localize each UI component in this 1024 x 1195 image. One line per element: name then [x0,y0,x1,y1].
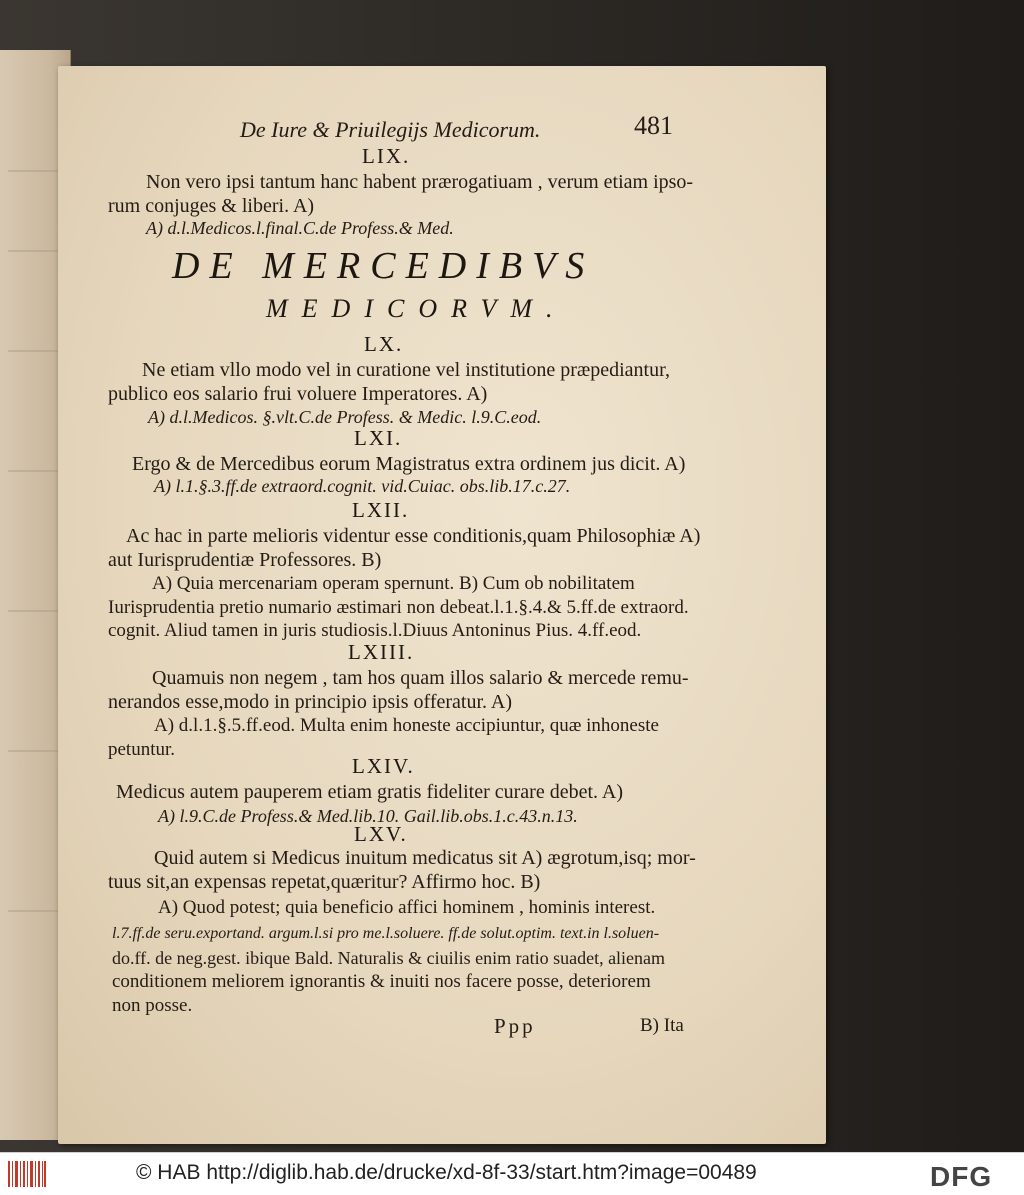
lxv-note-1: A) Quod potest; quia beneficio affici hominem , hominis interest. [158,897,656,918]
catchword: B) Ita [640,1015,684,1036]
page-number: 481 [634,111,673,140]
footer-bar [0,1152,1024,1195]
lxv-note-4: conditionem meliorem ignorantis & inuiti nos facere posse, deteriorem [112,971,651,992]
running-head: De Iure & Priuilegijs Medicorum. [240,117,541,142]
book-page [58,66,826,1144]
lxiii-note-1: A) d.l.1.§.5.ff.eod. Multa enim honeste accipiuntur, quæ inhoneste [154,715,659,736]
lxv-line-1: Quid autem si Medicus inuitum medicatus sit A) ægrotum,isq; mor- [154,847,696,869]
lxi-note: A) l.1.§.3.ff.de extraord.cognit. vid.Cuiac. obs.lib.17.c.27. [154,476,571,496]
lxiv-note: A) l.9.C.de Profess.& Med.lib.10. Gail.lib.obs.1.c.43.n.13. [158,806,578,826]
lxii-line-2: aut Iurisprudentiæ Professores. B) [108,549,382,571]
signature-mark: Ppp [494,1014,536,1038]
lix-note: A) d.l.Medicos.l.final.C.de Profess.& Med. [146,218,454,238]
section-numeral-lxii: LXII. [352,498,410,522]
lxiv-line-1: Medicus autem pauperem etiam gratis fideliter curare debet. A) [116,781,624,803]
section-numeral-lxiv: LXIV. [352,754,415,778]
section-numeral-lxi: LXI. [354,426,403,450]
page-text [58,66,826,1144]
section-numeral-lxv: LXV. [354,822,408,846]
copyright-link[interactable]: © HAB http://diglib.hab.de/drucke/xd-8f-33/start.htm?image=00489 [136,1161,757,1184]
lix-line-2: rum conjuges & liberi. A) [108,195,315,217]
dfg-logo: DFG [930,1161,993,1192]
lxiii-line-2: nerandos esse,modo in principio ipsis offeratur. A) [108,691,513,713]
lix-line-1: Non vero ipsi tantum hanc habent prærogatiuam , verum etiam ipso- [146,171,694,193]
lxiii-note-2: petuntur. [108,739,176,760]
lxv-line-2: tuus sit,an expensas repetat,quæritur? Affirmo hoc. B) [108,871,541,893]
chapter-title-line-2: MEDICORVM. [266,294,567,323]
lxi-line-1: Ergo & de Mercedibus eorum Magistratus extra ordinem jus dicit. A) [132,453,686,475]
lxii-note-3: cognit. Aliud tamen in juris studiosis.l.Diuus Antoninus Pius. 4.ff.eod. [108,620,642,641]
lxv-note-2: l.7.ff.de seru.exportand. argum.l.si pro me.l.soluere. ff.de solut.optim. text.in l.soluen- [112,925,660,942]
chapter-title-line-1: DE MERCEDIBVS [172,245,595,287]
lxii-line-1: Ac hac in parte melioris videntur esse conditionis,quam Philosophiæ A) [126,525,701,547]
lxiii-line-1: Quamuis non negem , tam hos quam illos salario & mercede remu- [152,667,689,689]
lxii-note-1: A) Quia mercenariam operam spernunt. B) Cum ob nobilitatem [152,573,635,594]
lxv-note-3: do.ff. de neg.gest. ibique Bald. Naturalis & ciuilis enim ratio suadet, alienam [112,948,666,968]
section-numeral-lx: LX. [364,332,404,356]
section-numeral-lxiii: LXIII. [348,640,415,664]
barcode-icon [8,1161,46,1187]
lx-line-1: Ne etiam vllo modo vel in curatione vel institutione præpediantur, [142,359,670,381]
section-numeral-lix: LIX. [362,144,411,168]
lxv-note-5: non posse. [112,995,193,1016]
lx-line-2: publico eos salario frui voluere Imperatores. A) [108,383,488,405]
lx-note: A) d.l.Medicos. §.vlt.C.de Profess. & Medic. l.9.C.eod. [148,407,542,427]
lxii-note-2: Iurisprudentia pretio numario æstimari non debeat.l.1.§.4.& 5.ff.de extraord. [108,597,689,618]
